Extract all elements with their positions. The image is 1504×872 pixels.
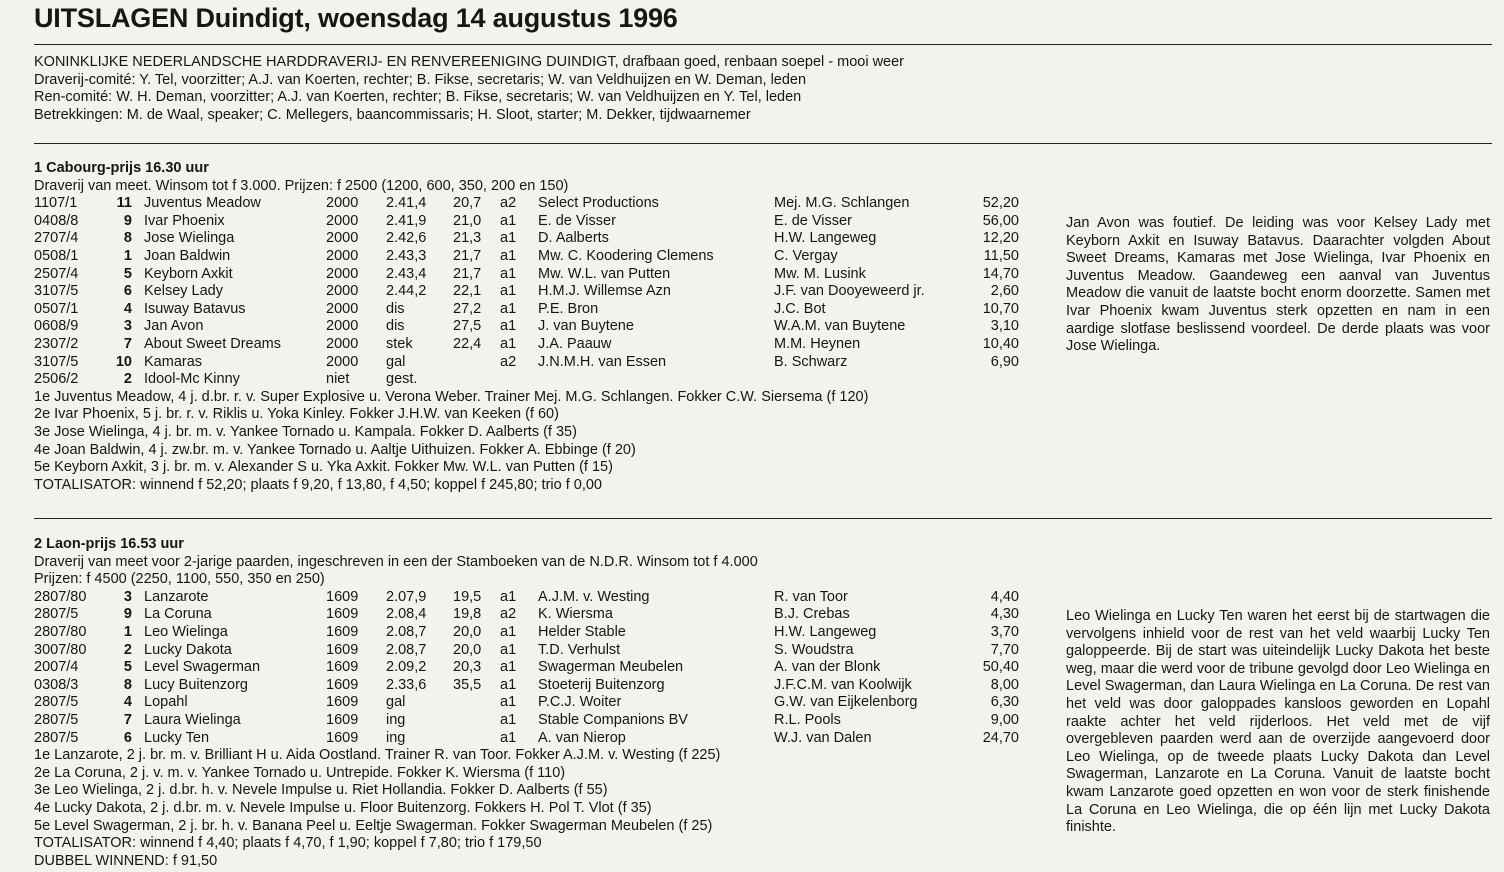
start-number: 5 [123, 265, 132, 282]
start-number: 3 [123, 318, 132, 335]
race-time: 2.33,6 [386, 676, 427, 693]
payout: 24,70 [982, 729, 1019, 746]
race-time: 2.07,9 [386, 588, 427, 605]
entry-code: 0608/9 [34, 318, 79, 335]
distance: 1609 [326, 623, 359, 640]
start-number: 2 [123, 371, 132, 388]
horse-name: Lucy Buitenzorg [144, 676, 248, 693]
km-time: 22,4 [453, 335, 482, 352]
start-number: 7 [123, 335, 132, 352]
entry-code: 2807/5 [34, 711, 79, 728]
result-row [34, 300, 1019, 319]
start-number: 1 [123, 623, 132, 640]
results-table [34, 195, 1019, 389]
horse-name: Lanzarote [144, 588, 209, 605]
distance: 1609 [326, 588, 359, 605]
driver-name: W.J. van Dalen [774, 729, 872, 746]
entry-code: 3107/5 [34, 353, 79, 370]
entry-code: 2807/80 [34, 623, 87, 640]
owner-name: Stoeterij Buitenzorg [538, 676, 665, 693]
results-table [34, 588, 1019, 747]
payout: 8,00 [990, 676, 1019, 693]
class: a1 [500, 265, 517, 282]
driver-name: B. Schwarz [774, 353, 848, 370]
detail-line: 5e Keyborn Axkit, 3 j. br. m. v. Alexander S u. Yka Axkit. Fokker Mw. W.L. van Putten (f 15) [34, 459, 613, 476]
entry-code: 2807/80 [34, 588, 87, 605]
owner-name: A.J.M. v. Westing [538, 588, 650, 605]
km-time: 20,0 [453, 623, 482, 640]
race-time: 2.41,9 [386, 212, 427, 229]
horse-name: Ivar Phoenix [144, 212, 225, 229]
section-rule [34, 143, 1492, 144]
owner-name: Select Productions [538, 195, 659, 212]
driver-name: G.W. van Eijkelenborg [774, 694, 918, 711]
payout: 50,40 [982, 659, 1019, 676]
driver-name: J.F.C.M. van Koolwijk [774, 676, 912, 693]
start-number: 7 [123, 711, 132, 728]
result-row [34, 588, 1019, 607]
distance: 2000 [326, 265, 359, 282]
result-row [34, 371, 868, 389]
entry-code: 0308/3 [34, 676, 79, 693]
start-number: 2 [123, 641, 132, 658]
km-time: 21,7 [453, 247, 482, 264]
start-number: 8 [123, 230, 132, 247]
result-row [34, 230, 1019, 248]
result-row [34, 729, 1019, 748]
class: a1 [500, 230, 517, 247]
distance: niet [326, 371, 350, 388]
race-comment: Leo Wielinga en Lucky Ten waren het eerst bij de startwagen die vervolgens inhield voor de rest van het veld waarbij Lucky Ten galoppeerde. Bij de start was uiteindelijk Lucky Dakota het beste weg, maar die werd voor de tribune gevolgd door Leo Wielinga en Level Swagerman, dan Laura Wielinga en La Coruna. De rest van het veld was door galoppades kansloos geworden en Lopahl raakte achter het veld rijderloos. Het veld met de vijf overgebleven paarden werd aan de overzijde aangevoerd door Leo Wielinga, op de tweede plaats Lucky Dakota dan Level Swagerman, Lanzarote en La Coruna. Vanuit de laatste bocht kwam Lanzarote goed opzetten en won voor de sterk finishende La Coruna en Leo Wielinga, die op één lijn met Lucky Dakota finishte. [1066, 608, 1490, 836]
owner-name: K. Wiersma [538, 606, 613, 623]
payout: 4,40 [990, 588, 1019, 605]
horse-name: Keyborn Axkit [144, 265, 233, 282]
horse-name: Juventus Meadow [144, 195, 261, 212]
entry-code: 2807/5 [34, 694, 79, 711]
detail-line: 3e Leo Wielinga, 2 j. d.br. h. v. Nevele Impulse u. Riet Hollandia. Fokker D. Aalberts (f 55) [34, 782, 608, 799]
horse-name: Jan Avon [144, 318, 204, 335]
race-details [34, 747, 758, 870]
horse-name: Isuway Batavus [144, 300, 246, 317]
distance: 1609 [326, 641, 359, 658]
class: a1 [500, 729, 517, 746]
payout: 12,20 [982, 230, 1019, 247]
header-line: Ren-comité: W. H. Deman, voorzitter; A.J. van Koerten, rechter; B. Fikse, secretaris; W. van Veldhuijzen en Y. Tel, leden [34, 89, 802, 106]
race-time: stek [386, 335, 413, 352]
race-prizes: Prijzen: f 4500 (2250, 1100, 550, 350 en 250) [34, 571, 325, 588]
race-time: dis [386, 318, 405, 335]
horse-name: Leo Wielinga [144, 623, 228, 640]
entry-code: 2507/4 [34, 265, 79, 282]
header-line: Betrekkingen: M. de Waal, speaker; C. Mellegers, baancommissaris; H. Sloot, starter; M. Dekker, tijdwaarnemer [34, 106, 751, 123]
start-number: 9 [123, 606, 132, 623]
class: a1 [500, 212, 517, 229]
result-row [34, 335, 1019, 354]
race-time: gal [386, 353, 406, 370]
owner-name: J.N.M.H. van Essen [538, 353, 667, 370]
horse-name: Idool-Mc Kinny [144, 371, 240, 388]
section-rule [34, 518, 1492, 519]
header-line: KONINKLIJKE NEDERLANDSCHE HARDDRAVERIJ- EN RENVEREENIGING DUINDIGT, drafbaan goed, renbaan soepel - mooi weer [34, 54, 905, 70]
owner-name: E. de Visser [538, 212, 616, 229]
payout: 10,40 [982, 335, 1019, 352]
entry-code: 2307/2 [34, 335, 79, 352]
result-row [34, 265, 1019, 284]
distance: 1609 [326, 729, 359, 746]
class: a1 [500, 711, 517, 728]
driver-name: Mw. M. Lusink [774, 265, 866, 282]
distance: 1609 [326, 711, 359, 728]
km-time: 21,0 [453, 212, 482, 229]
entry-code: 1107/1 [34, 195, 78, 212]
horse-name: Laura Wielinga [144, 711, 241, 728]
driver-name: C. Vergay [774, 247, 838, 264]
start-number: 8 [123, 676, 132, 693]
driver-name: J.C. Bot [774, 300, 826, 317]
race-time: 2.08,4 [386, 606, 427, 623]
horse-name: Kelsey Lady [144, 283, 223, 300]
class: a1 [500, 283, 517, 300]
km-time: 21,7 [453, 265, 482, 282]
result-row [34, 623, 1019, 642]
result-row [34, 676, 1019, 695]
race-conditions: Draverij van meet voor 2-jarige paarden, ingeschreven in een der Stamboeken van de N.D.R. Winsom tot f 4.000 [34, 553, 758, 570]
distance: 2000 [326, 283, 359, 300]
entry-code: 2807/5 [34, 606, 79, 623]
race-time: 2.08,7 [386, 623, 427, 640]
race-1 [34, 160, 1019, 494]
distance: 2000 [326, 318, 359, 335]
horse-name: Lopahl [144, 694, 188, 711]
detail-line: 1e Lanzarote, 2 j. br. m. v. Brilliant H u. Aida Oostland. Trainer R. van Toor. Fokker A.J.M. v. Westing (f 225) [34, 747, 721, 764]
entry-code: 2506/2 [34, 371, 79, 388]
km-time: 27,2 [453, 300, 482, 317]
detail-line: DUBBEL WINNEND: f 91,50 [34, 852, 218, 869]
distance: 1609 [326, 606, 359, 623]
page-title: UITSLAGEN Duindigt, woensdag 14 augustus 1996 [34, 3, 678, 33]
payout: 2,60 [990, 283, 1019, 300]
detail-line: 2e La Coruna, 2 j. v. m. v. Yankee Tornado u. Untrepide. Fokker K. Wiersma (f 110) [34, 764, 566, 781]
class: a1 [500, 676, 517, 693]
meeting-header [34, 54, 904, 124]
owner-name: Swagerman Meubelen [538, 659, 684, 676]
km-time: 21,3 [453, 230, 482, 247]
race-conditions: Draverij van meet. Winsom tot f 3.000. Prijzen: f 2500 (1200, 600, 350, 200 en 150) [34, 177, 569, 194]
detail-line: 4e Joan Baldwin, 4 j. zw.br. m. v. Yankee Tornado u. Aaltje Uithuizen. Fokker A. Ebbinge (f 20) [34, 441, 636, 458]
race-time: gal [386, 694, 406, 711]
start-number: 9 [123, 212, 132, 229]
distance: 2000 [326, 335, 359, 352]
owner-name: H.M.J. Willemse Azn [538, 283, 671, 300]
start-number: 6 [123, 283, 132, 300]
class: a2 [500, 353, 517, 370]
race-time: 2.41,4 [386, 195, 427, 212]
horse-name: Level Swagerman [144, 659, 261, 676]
owner-name: Stable Companions BV [538, 711, 688, 728]
driver-name: A. van der Blonk [774, 659, 881, 676]
entry-code: 0507/1 [34, 300, 79, 317]
horse-name: Lucky Dakota [144, 641, 232, 658]
entry-code: 2807/5 [34, 729, 79, 746]
owner-name: T.D. Verhulst [538, 641, 621, 658]
class: a1 [500, 659, 517, 676]
race-time: 2.42,6 [386, 230, 427, 247]
class: a1 [500, 623, 517, 640]
race-details [34, 389, 868, 495]
detail-line: 1e Juventus Meadow, 4 j. d.br. r. v. Super Explosive u. Verona Weber. Trainer Mej. M.G. Schlangen. Fokker C.W. Siersema (f 120) [34, 388, 869, 405]
class: a1 [500, 694, 517, 711]
payout: 10,70 [982, 300, 1019, 317]
race-time: 2.43,4 [386, 265, 427, 282]
entry-code: 3107/5 [34, 283, 79, 300]
km-time: 20,3 [453, 659, 482, 676]
start-number: 3 [123, 588, 132, 605]
detail-line: 3e Jose Wielinga, 4 j. br. m. v. Yankee Tornado u. Kampala. Fokker D. Aalberts (f 35) [34, 423, 577, 440]
race-time: dis [386, 300, 405, 317]
entry-code: 3007/80 [34, 641, 87, 658]
distance: 2000 [326, 212, 359, 229]
driver-name: E. de Visser [774, 212, 852, 229]
class: a1 [500, 641, 517, 658]
detail-line: 4e Lucky Dakota, 2 j. d.br. m. v. Nevele Impulse u. Floor Buitenzorg. Fokkers H. Pol T. Vlot (f 35) [34, 799, 652, 816]
distance: 2000 [326, 195, 359, 212]
km-time: 19,8 [453, 606, 482, 623]
result-row [34, 283, 1019, 301]
km-time: 22,1 [453, 283, 482, 300]
start-number: 5 [123, 659, 132, 676]
payout: 11,50 [983, 247, 1019, 264]
race-time: 2.09,2 [386, 659, 427, 676]
payout: 3,70 [990, 623, 1019, 640]
result-row [34, 641, 1019, 660]
driver-name: H.W. Langeweg [774, 623, 877, 640]
payout: 3,10 [990, 318, 1019, 335]
driver-name: M.M. Heynen [774, 335, 861, 352]
result-row [34, 711, 1019, 730]
class: a1 [500, 318, 517, 335]
result-row [34, 318, 1019, 336]
entry-code: 2707/4 [34, 230, 79, 247]
horse-name: Lucky Ten [144, 729, 210, 746]
owner-name: Mw. C. Koodering Clemens [538, 247, 714, 264]
horse-name: Joan Baldwin [144, 247, 231, 264]
driver-name: H.W. Langeweg [774, 230, 877, 247]
detail-line: TOTALISATOR: winnend f 52,20; plaats f 9,20, f 13,80, f 4,50; koppel f 245,80; trio f 0,00 [34, 476, 602, 493]
race-time: ing [386, 711, 406, 728]
class: a2 [500, 195, 517, 212]
payout: 56,00 [982, 212, 1019, 229]
result-row [34, 353, 1019, 372]
detail-line: TOTALISATOR: winnend f 4,40; plaats f 4,70, f 1,90; koppel f 7,80; trio f 179,50 [34, 835, 542, 852]
race-title: 1 Cabourg-prijs 16.30 uur [34, 160, 209, 176]
detail-line: 2e Ivar Phoenix, 5 j. br. r. v. Riklis u. Yoka Kinley. Fokker J.H.W. van Keeken (f 60) [34, 406, 559, 423]
payout: 6,90 [990, 353, 1019, 370]
class: a1 [500, 588, 517, 605]
km-time: 19,5 [453, 588, 482, 605]
race-comment: Jan Avon was foutief. De leiding was voor Kelsey Lady met Keyborn Axkit en Isuway Batavus. Daarachter volgden About Sweet Dreams, Kamaras met Jose Wielinga, Ivar Phoenix en Juventus Meadow. Gaandeweg een aanval van Juventus Meadow die vanuit de laatste bocht enorm doorzette. Samen met Ivar Phoenix kwam Juventus sterk opzetten en nam in een aardige slotfase beslissend voordeel. De derde plaats was voor Jose Wielinga. [1066, 215, 1490, 355]
start-number: 11 [116, 195, 132, 212]
start-number: 1 [123, 247, 132, 264]
horse-name: Jose Wielinga [144, 230, 235, 247]
distance: 1609 [326, 659, 359, 676]
result-row [34, 195, 1019, 213]
race-time: 2.08,7 [386, 641, 427, 658]
title-rule [34, 44, 1492, 45]
race-title: 2 Laon-prijs 16.53 uur [34, 536, 184, 552]
header-line: Draverij-comité: Y. Tel, voorzitter; A.J. van Koerten, rechter; B. Fikse, secretaris; W. van Veldhuijzen en W. Deman, leden [34, 71, 807, 88]
entry-code: 2007/4 [34, 659, 79, 676]
class: a2 [500, 606, 517, 623]
horse-name: Kamaras [144, 353, 203, 370]
start-number: 10 [115, 353, 132, 370]
result-row [34, 659, 1019, 677]
distance: 1609 [326, 694, 359, 711]
result-row [34, 212, 1019, 231]
start-number: 4 [123, 694, 132, 711]
race-time: gest. [386, 371, 418, 388]
driver-name: B.J. Crebas [774, 606, 850, 623]
class: a1 [500, 300, 517, 317]
owner-name: J. van Buytene [538, 318, 634, 335]
distance: 2000 [326, 300, 359, 317]
driver-name: Mej. M.G. Schlangen [774, 195, 910, 212]
owner-name: J.A. Paauw [538, 335, 612, 352]
horse-name: About Sweet Dreams [144, 335, 282, 352]
result-row [34, 247, 1019, 266]
driver-name: J.F. van Dooyeweerd jr. [774, 283, 925, 300]
distance: 1609 [326, 676, 359, 693]
owner-name: P.C.J. Woiter [538, 694, 622, 711]
owner-name: P.E. Bron [538, 300, 599, 317]
driver-name: S. Woudstra [774, 641, 854, 658]
owner-name: Helder Stable [538, 623, 626, 640]
distance: 2000 [326, 353, 359, 370]
start-number: 6 [123, 729, 132, 746]
race-time: 2.44,2 [386, 283, 427, 300]
km-time: 27,5 [453, 318, 482, 335]
start-number: 4 [123, 300, 132, 317]
payout: 14,70 [982, 265, 1019, 282]
race-time: 2.43,3 [386, 247, 427, 264]
distance: 2000 [326, 247, 359, 264]
driver-name: W.A.M. van Buytene [774, 318, 906, 335]
payout: 9,00 [990, 711, 1019, 728]
km-time: 20,7 [453, 195, 482, 212]
entry-code: 0408/8 [34, 212, 79, 229]
distance: 2000 [326, 230, 359, 247]
driver-name: R.L. Pools [774, 711, 841, 728]
horse-name: La Coruna [144, 606, 212, 623]
owner-name: A. van Nierop [538, 729, 626, 746]
detail-line: 5e Level Swagerman, 2 j. br. h. v. Banana Peel u. Eeltje Swagerman. Fokker Swagerman Meubelen (f 25) [34, 817, 713, 834]
race-time: ing [386, 729, 406, 746]
result-row [34, 694, 1019, 712]
owner-name: D. Aalberts [538, 230, 609, 247]
driver-name: R. van Toor [774, 588, 848, 605]
payout: 4,30 [990, 606, 1019, 623]
class: a1 [500, 247, 517, 264]
km-time: 20,0 [453, 641, 482, 658]
payout: 52,20 [982, 195, 1019, 212]
result-row [34, 606, 1019, 624]
payout: 6,30 [990, 694, 1019, 711]
entry-code: 0508/1 [34, 247, 79, 264]
owner-name: Mw. W.L. van Putten [538, 265, 671, 282]
race-2 [34, 536, 1019, 870]
payout: 7,70 [990, 641, 1019, 658]
km-time: 35,5 [453, 676, 482, 693]
class: a1 [500, 335, 517, 352]
